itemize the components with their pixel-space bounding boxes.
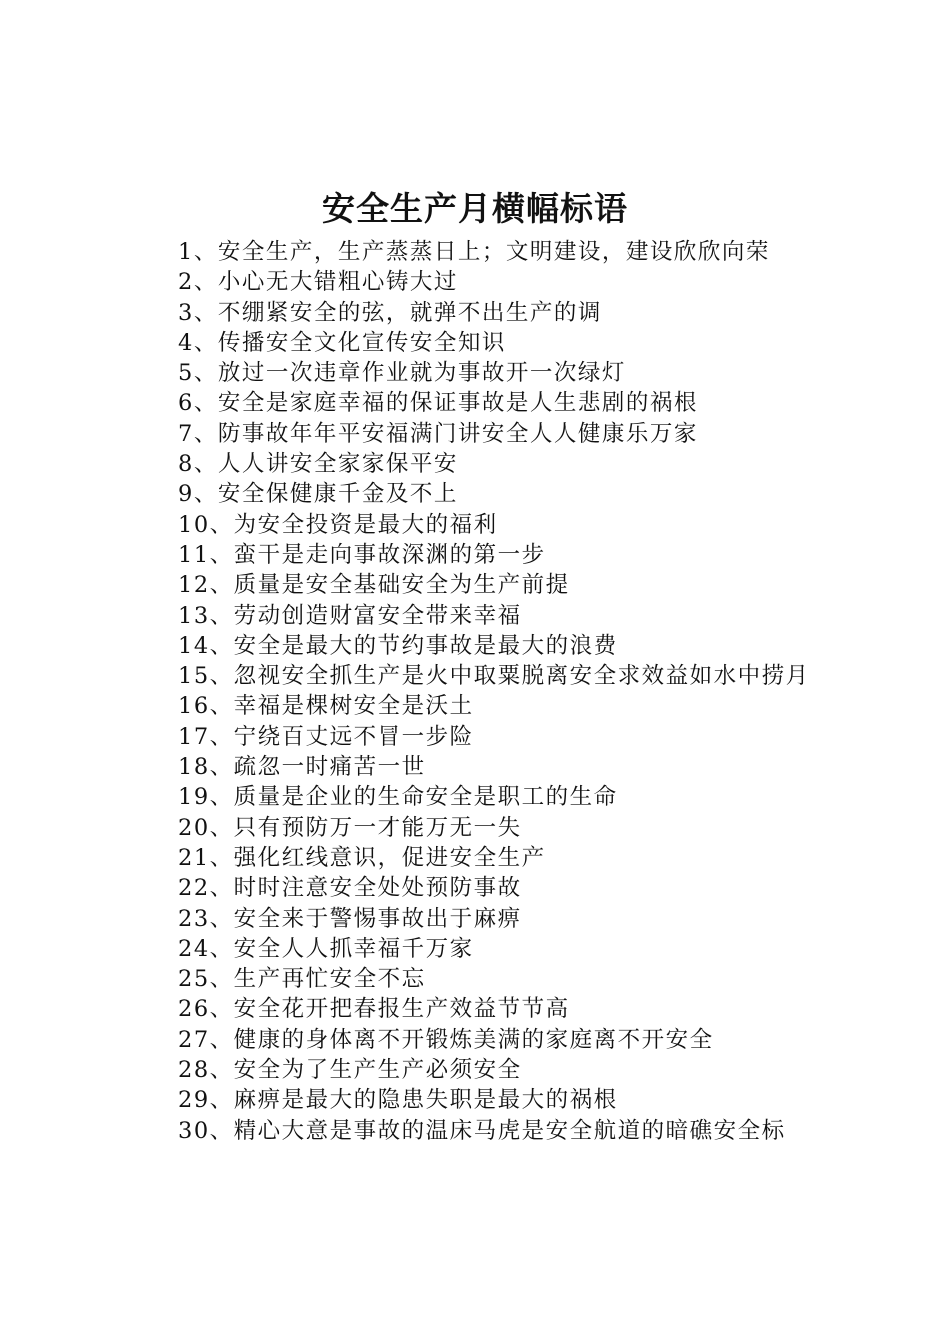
list-item: 20、只有预防万一才能万无一失	[178, 814, 522, 841]
list-item: 3、不绷紧安全的弦，就弹不出生产的调	[178, 299, 602, 326]
list-item: 14、安全是最大的节约事故是最大的浪费	[178, 632, 618, 659]
list-item: 25、生产再忙安全不忘	[178, 966, 426, 993]
list-item: 9、安全保健康千金及不上	[178, 481, 458, 508]
list-item: 6、安全是家庭幸福的保证事故是人生悲剧的祸根	[178, 390, 698, 417]
list-item: 26、安全花开把春报生产效益节节高	[178, 996, 570, 1023]
list-item: 23、安全来于警惕事故出于麻痹	[178, 905, 522, 932]
list-item: 30、精心大意是事故的温床马虎是安全航道的暗礁安全标	[178, 1117, 786, 1144]
list-item: 22、时时注意安全处处预防事故	[178, 875, 522, 902]
list-item: 11、蛮干是走向事故深渊的第一步	[178, 541, 546, 568]
list-item: 24、安全人人抓幸福千万家	[178, 935, 474, 962]
list-item: 16、幸福是棵树安全是沃土	[178, 693, 474, 720]
slogan-list	[130, 237, 835, 1146]
list-item: 17、宁绕百丈远不冒一步险	[178, 723, 474, 750]
document-title: 安全生产月横幅标语	[322, 189, 628, 228]
list-item: 7、防事故年年平安福满门讲安全人人健康乐万家	[178, 420, 698, 447]
list-item: 2、小心无大错粗心铸大过	[178, 269, 458, 296]
list-item: 1、安全生产，生产蒸蒸日上；文明建设，建设欣欣向荣	[178, 239, 770, 265]
list-item: 10、为安全投资是最大的福利	[178, 511, 498, 538]
list-item: 12、质量是安全基础安全为生产前提	[178, 572, 570, 599]
list-item: 19、质量是企业的生命安全是职工的生命	[178, 784, 618, 811]
list-item: 13、劳动创造财富安全带来幸福	[178, 602, 522, 629]
list-item: 8、人人讲安全家家保平安	[178, 451, 458, 478]
list-item: 4、传播安全文化宣传安全知识	[178, 329, 506, 356]
list-item: 27、健康的身体离不开锻炼美满的家庭离不开安全	[178, 1026, 714, 1053]
list-item: 15、忽视安全抓生产是火中取粟脱离安全求效益如水中捞月	[178, 663, 810, 690]
list-item: 5、放过一次违章作业就为事故开一次绿灯	[178, 360, 626, 387]
list-item: 21、强化红线意识，促进安全生产	[178, 844, 546, 871]
list-item: 29、麻痹是最大的隐患失职是最大的祸根	[178, 1087, 618, 1114]
list-item: 28、安全为了生产生产必须安全	[178, 1057, 522, 1084]
list-item: 18、疏忽一时痛苦一世	[178, 754, 426, 781]
